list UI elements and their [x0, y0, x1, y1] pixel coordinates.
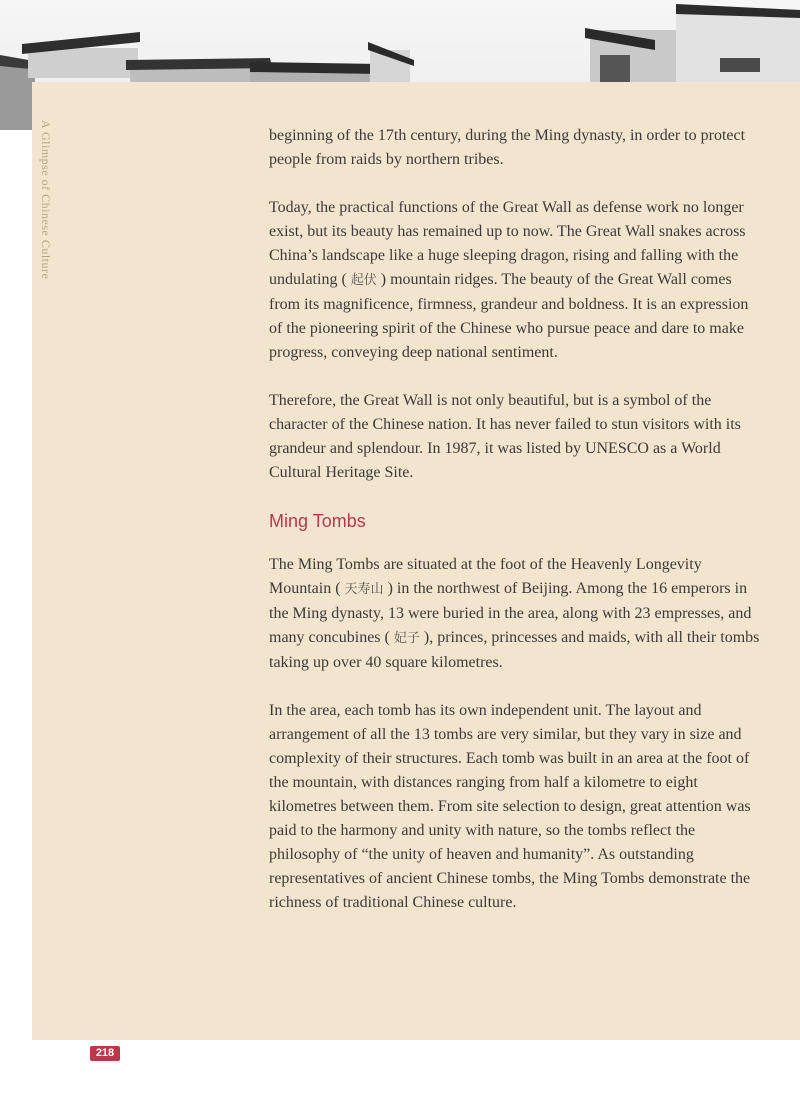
p2-text-a: Today, the practical functions of the Great Wall as defense work no longer exist, but its beauty has remained up to now. The Great Wall snakes across China’s landscape like a huge sleeping dragon, rising and falling with the undulating (	[269, 199, 746, 288]
chinese-term-undulating: 起伏	[350, 273, 377, 288]
p2-text-b: ) mountain ridges. The beauty of the Great Wall comes from its magnificence, firmness, grandeur and boldness. It is an expression of the pioneering spirit of the Chinese who pursue peace and dare to make progress, conveying deep national sentiment.	[269, 271, 749, 361]
paragraph-great-wall-beauty	[269, 196, 765, 365]
chinese-term-concubines: 妃子	[393, 631, 420, 646]
section-heading-ming-tombs: Ming Tombs	[269, 511, 366, 531]
article-body	[269, 124, 765, 939]
paragraph-ming-tombs-location	[269, 553, 765, 675]
p4-text-a: The Ming Tombs are situated at the foot of the Heavenly Longevity Mountain (	[269, 556, 702, 597]
paragraph-ming-tombs-layout: In the area, each tomb has its own independent unit. The layout and arrangement of all the 13 tombs are very similar, but they vary in size and complexity of their structures. Each tomb was built in an area at the foot of the mountain, with distances ranging from half a kilometre to eight kilometres between them. From site selection to design, great attention was paid to the harmony and unity with nature, so the tombs reflect the philosophy of “the unity of heaven and humanity”. As outstanding representatives of ancient Chinese tombs, the Ming Tombs demonstrate the richness of traditional Chinese culture.	[269, 702, 751, 911]
paragraph-great-wall-symbol: Therefore, the Great Wall is not only beautiful, but is a symbol of the character of the Chinese nation. It has never failed to stun visitors with its grandeur and splendour. In 1987, it was listed by UNESCO as a World Cultural Heritage Site.	[269, 392, 741, 481]
paragraph-great-wall-origin: beginning of the 17th century, during the Ming dynasty, in order to protect people from raids by northern tribes.	[269, 127, 746, 168]
p4-text-c: ), princes, princesses and maids, with all their tombs taking up over 40 square kilometres.	[269, 629, 760, 671]
page-number: 218	[90, 1046, 120, 1061]
chinese-term-mountain: 天寿山	[344, 582, 384, 597]
running-book-title: A Glimpse of Chinese Culture	[39, 120, 53, 280]
p4-text-b: ) in the northwest of Beijing. Among the 16 emperors in the Ming dynasty, 13 were buried in the area, along with 23 empresses, and many concubines (	[269, 580, 752, 646]
